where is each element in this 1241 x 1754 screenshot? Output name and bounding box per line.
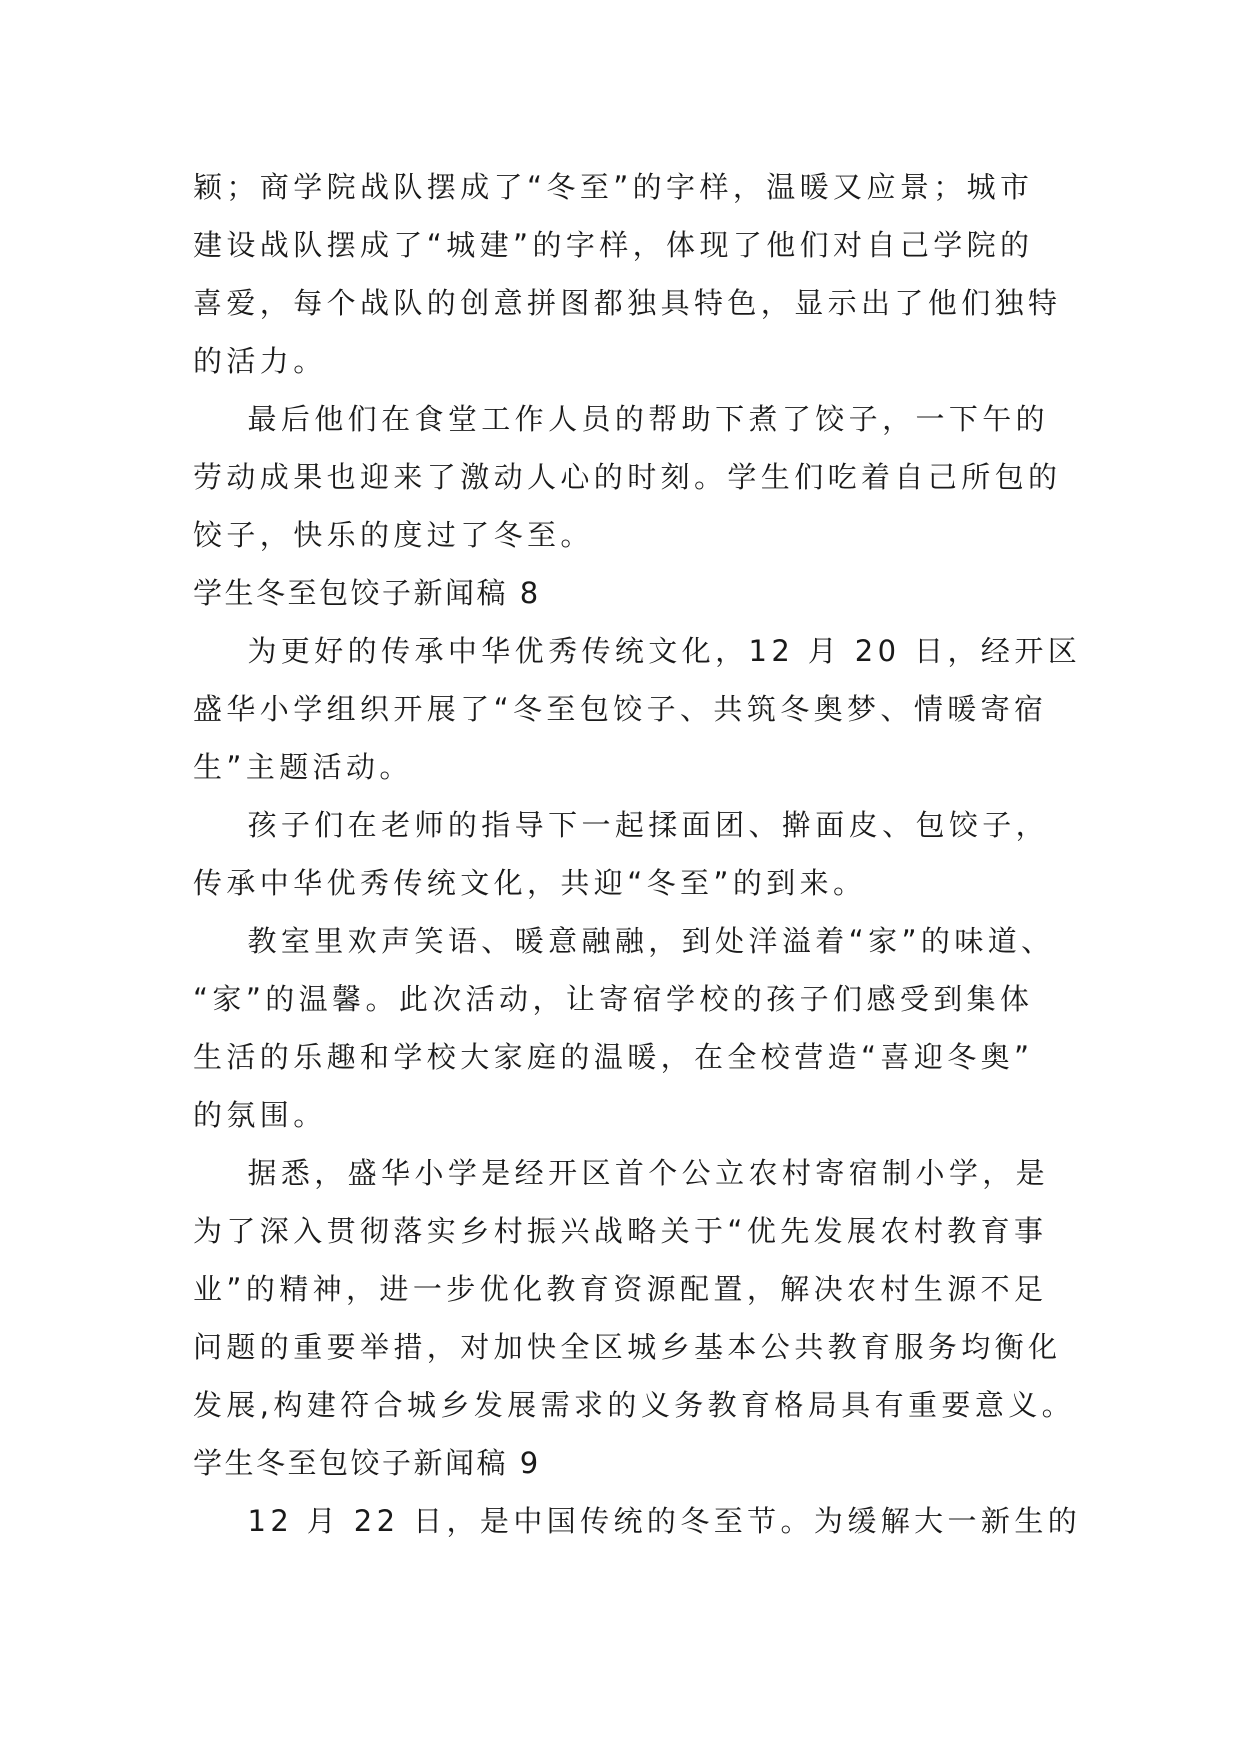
section-heading: 学生冬至包饺子新闻稿 9: [193, 1446, 541, 1480]
text-line: 问题的重要举措，对加快全区城乡基本公共教育服务均衡化: [193, 1330, 1062, 1364]
text-line: 教室里欢声笑语、暖意融融，到处洋溢着“家”的味道、: [193, 924, 1055, 958]
text-line: 建设战队摆成了“城建”的字样，体现了他们对自己学院的: [193, 228, 1034, 262]
text-line: 据悉，盛华小学是经开区首个公立农村寄宿制小学，是: [193, 1156, 1050, 1190]
text-line: 劳动成果也迎来了激动人心的时刻。学生们吃着自己所包的: [193, 460, 1062, 494]
text-line: 的氛围。: [193, 1098, 327, 1132]
text-line: 生活的乐趣和学校大家庭的温暖，在全校营造“喜迎冬奥”: [193, 1040, 1034, 1074]
text-line: 发展,构建符合城乡发展需求的义务教育格局具有重要意义。: [193, 1388, 1076, 1422]
text-line: “家”的温馨。此次活动，让寄宿学校的孩子们感受到集体: [193, 982, 1034, 1016]
text-line: 为了深入贯彻落实乡村振兴战略关于“优先发展农村教育事: [193, 1214, 1048, 1248]
text-line: 12 月 22 日，是中国传统的冬至节。为缓解大一新生的: [193, 1504, 1082, 1538]
article-body: [193, 158, 1082, 1550]
text-line: 颖；商学院战队摆成了“冬至”的字样，温暖又应景；城市: [193, 170, 1034, 204]
text-line: 饺子，快乐的度过了冬至。: [193, 518, 594, 552]
text-line: 业”的精神，进一步优化教育资源配置，解决农村生源不足: [193, 1272, 1048, 1306]
text-line: 生”主题活动。: [193, 750, 413, 784]
text-line: 为更好的传承中华优秀传统文化，12 月 20 日，经开区: [193, 634, 1082, 668]
text-line: 孩子们在老师的指导下一起揉面团、擀面皮、包饺子，: [193, 808, 1050, 842]
section-heading: 学生冬至包饺子新闻稿 8: [193, 576, 541, 610]
text-line: 最后他们在食堂工作人员的帮助下煮了饺子，一下午的: [193, 402, 1050, 436]
text-line: 的活力。: [193, 344, 327, 378]
text-line: 盛华小学组织开展了“冬至包饺子、共筑冬奥梦、情暖寄宿: [193, 692, 1048, 726]
text-line: 喜爱，每个战队的创意拼图都独具特色，显示出了他们独特: [193, 286, 1062, 320]
text-line: 传承中华优秀传统文化，共迎“冬至”的到来。: [193, 866, 867, 900]
